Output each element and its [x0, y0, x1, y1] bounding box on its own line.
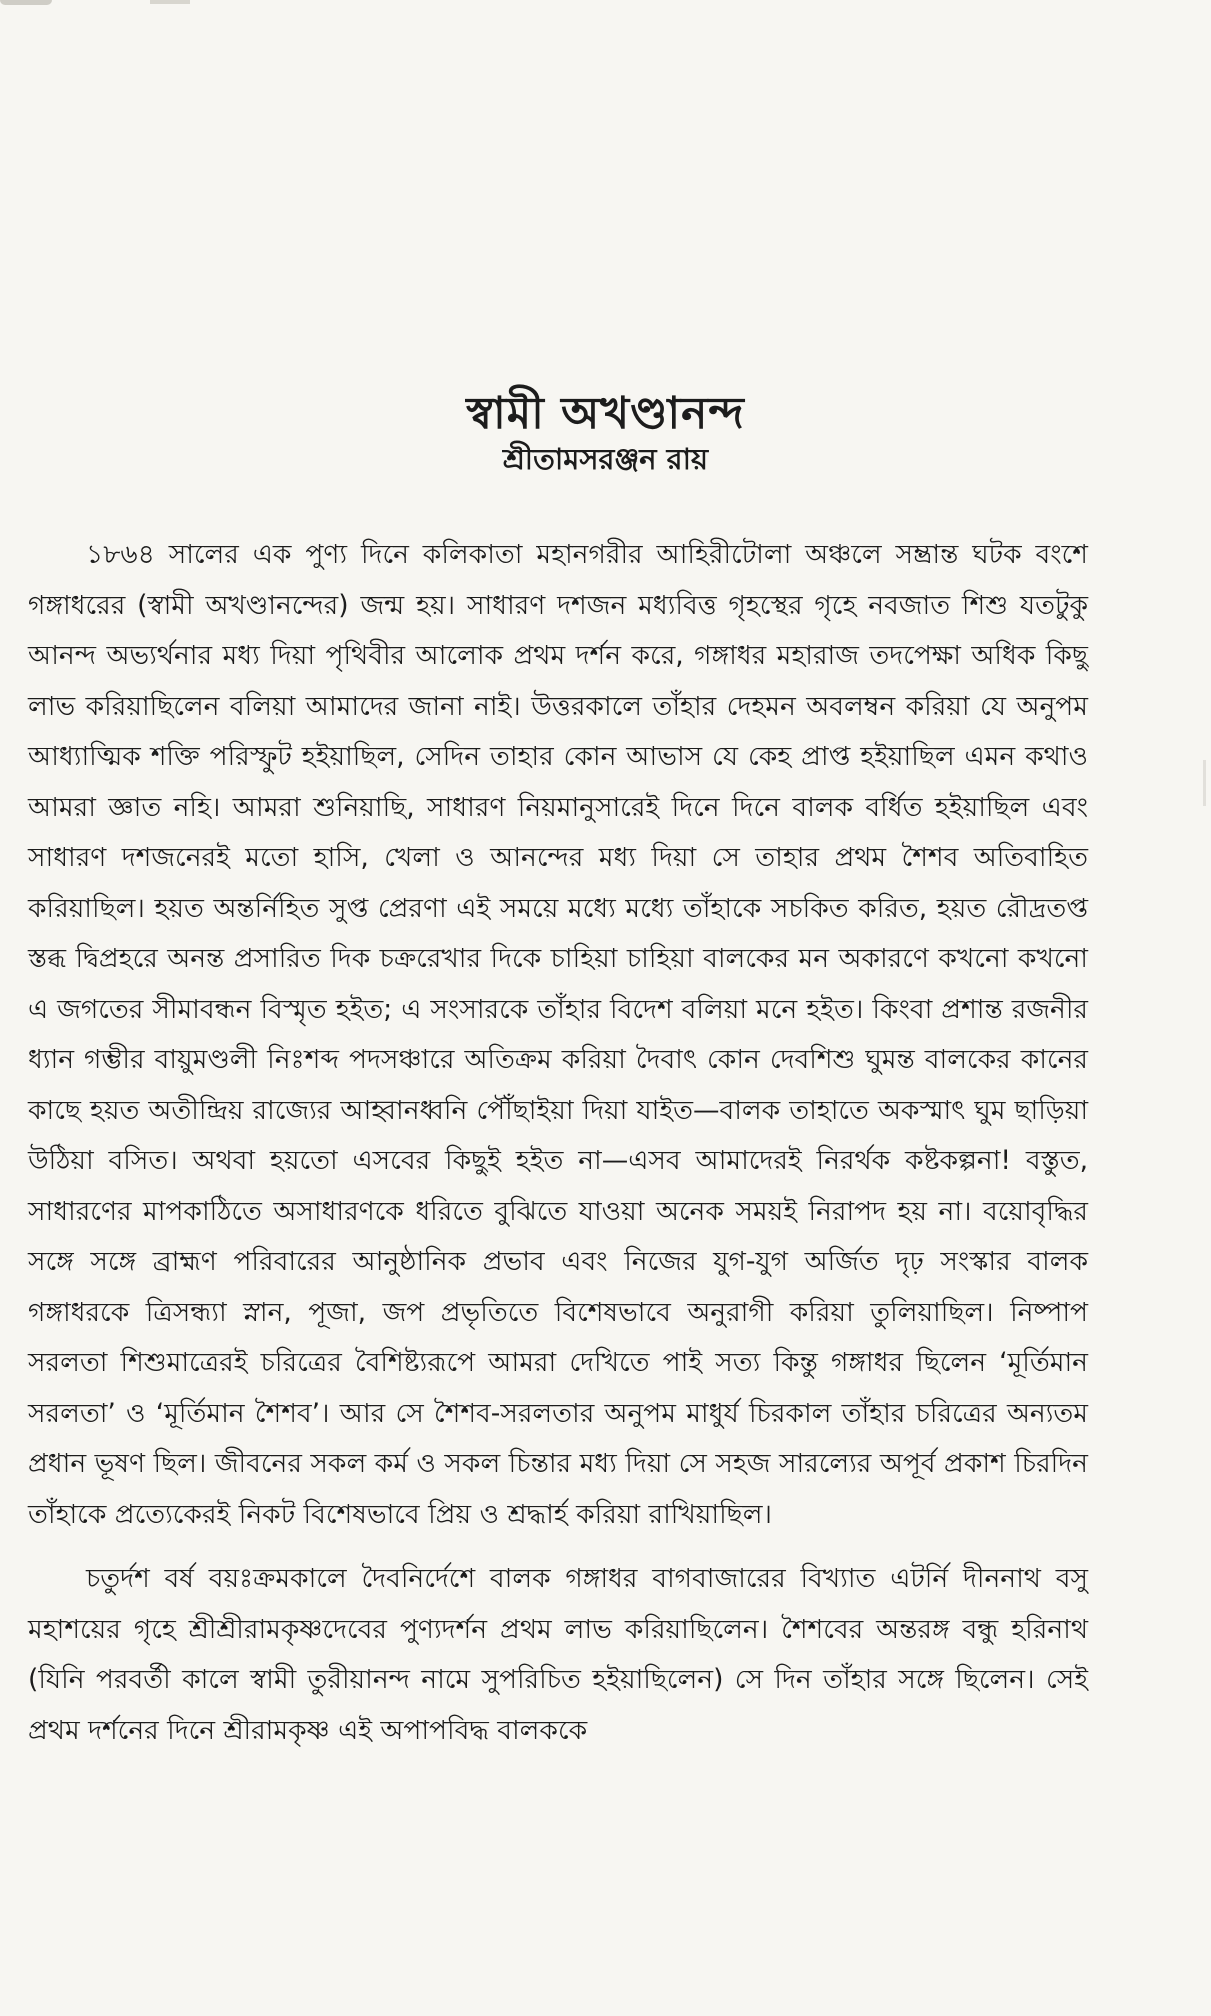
scan-speck	[1203, 760, 1206, 806]
edge-mark	[150, 0, 190, 4]
page-edge-marks	[0, 0, 300, 8]
body-text	[28, 530, 1088, 1756]
author-name: শ্রীতামসরঞ্জন রায়	[502, 442, 709, 476]
chapter-title: স্বামী অখণ্ডানন্দ	[466, 388, 745, 440]
paragraph-2: চতুর্দশ বর্ষ বয়ঃক্রমকালে দৈবনির্দেশে বালক গঙ্গাধর বাগবাজারের বিখ্যাত এটর্নি দীননাথ বসু মহাশয়ের গৃহে শ্রীশ্রীরামকৃষ্ণদেবের পুণ্যদর্শন প্রথম লাভ করিয়াছিলেন। শৈশবের অন্তরঙ্গ বন্ধু হরিনাথ (যিনি পরবর্তী কালে স্বামী তুরীয়ানন্দ নামে সুপরিচিত হইয়াছিলেন) সে দিন তাঁহার সঙ্গে ছিলেন। সেই প্রথম দর্শনের দিনে শ্রীরামকৃষ্ণ এই অপাপবিদ্ধ বালককে	[28, 1563, 1088, 1746]
paragraph-1: ১৮৬৪ সালের এক পুণ্য দিনে কলিকাতা মহানগরীর আহিরীটোলা অঞ্চলে সম্ভ্রান্ত ঘটক বংশে গঙ্গাধরের (স্বামী অখণ্ডানন্দের) জন্ম হয়। সাধারণ দশজন মধ্যবিত্ত গৃহস্থের গৃহে নবজাত শিশু যতটুকু আনন্দ অভ্যর্থনার মধ্য দিয়া পৃথিবীর আলোক প্রথম দর্শন করে, গঙ্গাধর মহারাজ তদপেক্ষা অধিক কিছু লাভ করিয়াছিলেন বলিয়া আমাদের জানা নাই। উত্তরকালে তাঁহার দেহমন অবলম্বন করিয়া যে অনুপম আধ্যাত্মিক শক্তি পরিস্ফুট হইয়াছিল, সেদিন তাহার কোন আভাস যে কেহ প্রাপ্ত হইয়াছিল এমন কথাও আমরা জ্ঞাত নহি। আমরা শুনিয়াছি, সাধারণ নিয়মানুসারেই দিনে দিনে বালক বর্ধিত হইয়াছিল এবং সাধারণ দশজনেরই মতো হাসি, খেলা ও আনন্দের মধ্য দিয়া সে তাহার প্রথম শৈশব অতিবাহিত করিয়াছিল। হয়ত অন্তর্নিহিত সুপ্ত প্রেরণা এই সময়ে মধ্যে মধ্যে তাঁহাকে সচকিত করিত, হয়ত রৌদ্রতপ্ত স্তব্ধ দ্বিপ্রহরে অনন্ত প্রসারিত দিক চক্ররেখার দিকে চাহিয়া চাহিয়া বালকের মন অকারণে কখনো কখনো এ জগতের সীমাবন্ধন বিস্মৃত হইত; এ সংসারকে তাঁহার বিদেশ বলিয়া মনে হইত। কিংবা প্রশান্ত রজনীর ধ্যান গম্ভীর বায়ুমণ্ডলী নিঃশব্দ পদসঞ্চারে অতিক্রম করিয়া দৈবাৎ কোন দেবশিশু ঘুমন্ত বালকের কানের কাছে হয়ত অতীন্দ্রিয় রাজ্যের আহ্বানধ্বনি পৌঁছাইয়া দিয়া যাইত—বালক তাহাতে অকস্মাৎ ঘুম ছাড়িয়া উঠিয়া বসিত। অথবা হয়তো এসবের কিছুই হইত না—এসব আমাদেরই নিরর্থক কষ্টকল্পনা! বস্তুত, সাধারণের মাপকাঠিতে অসাধারণকে ধরিতে বুঝিতে যাওয়া অনেক সময়ই নিরাপদ হয় না। বয়োবৃদ্ধির সঙ্গে সঙ্গে ব্রাহ্মণ পরিবারের আনুষ্ঠানিক প্রভাব এবং নিজের যুগ-যুগ অর্জিত দৃঢ় সংস্কার বালক গঙ্গাধরকে ত্রিসন্ধ্যা স্নান, পূজা, জপ প্রভৃতিতে বিশেষভাবে অনুরাগী করিয়া তুলিয়াছিল। নিষ্পাপ সরলতা শিশুমাত্রেরই চরিত্রের বৈশিষ্ট্যরূপে আমরা দেখিতে পাই সত্য কিন্তু গঙ্গাধর ছিলেন ‘মূর্তিমান সরলতা’ ও ‘মূর্তিমান শৈশব’। আর সে শৈশব-সরলতার অনুপম মাধুর্য চিরকাল তাঁহার চরিত্রের অন্যতম প্রধান ভূষণ ছিল। জীবনের সকল কর্ম ও সকল চিন্তার মধ্য দিয়া সে সহজ সারল্যের অপূর্ব প্রকাশ চিরদিন তাঁহাকে প্রত্যেকেরই নিকট বিশেষভাবে প্রিয় ও শ্রদ্ধার্হ করিয়া রাখিয়াছিল।	[28, 539, 1088, 1530]
edge-mark	[0, 0, 52, 5]
